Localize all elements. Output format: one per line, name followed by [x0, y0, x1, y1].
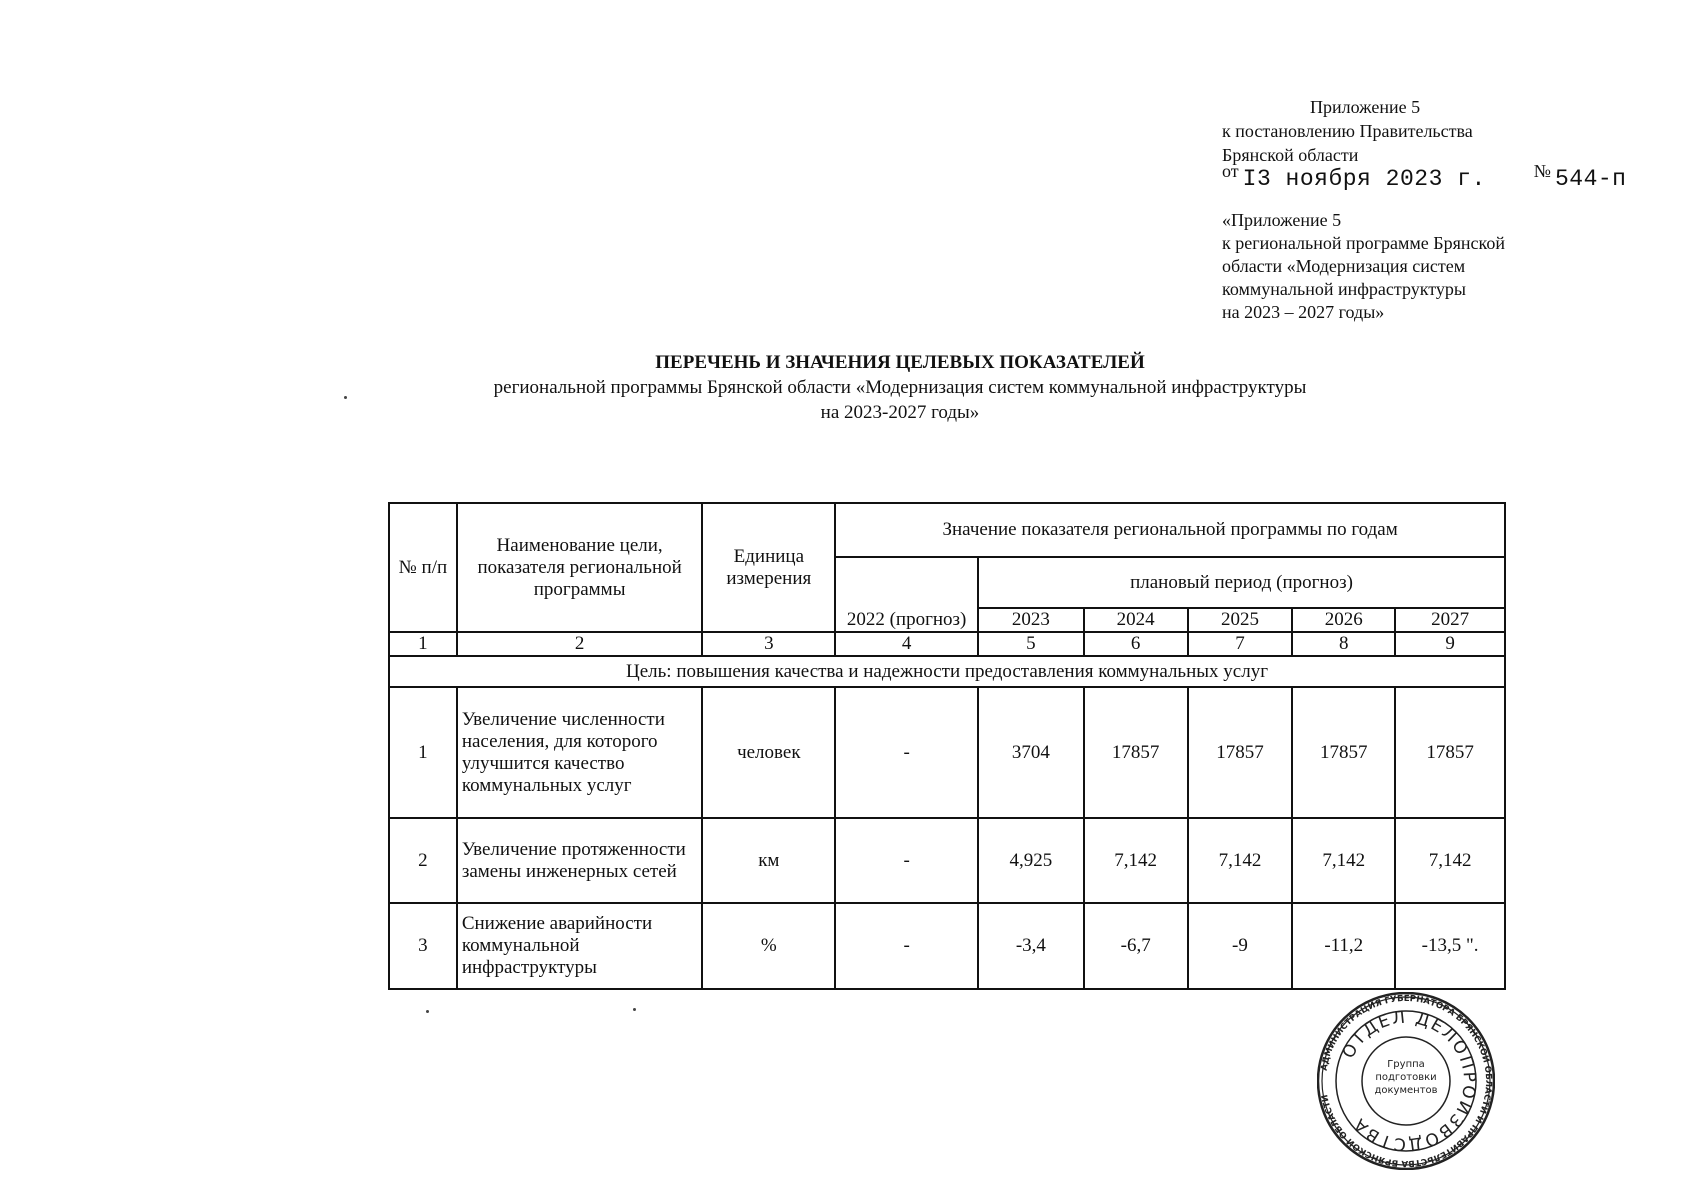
row-value: 17857: [1292, 687, 1395, 818]
appendix-line-2: к постановлению Правительства: [1222, 121, 1473, 141]
header-year: 2025: [1188, 608, 1293, 632]
row-unit: км: [702, 818, 835, 903]
goal-text: Цель: повышения качества и надежности предоставления коммунальных услуг: [389, 656, 1505, 687]
header-year: 2024: [1084, 608, 1188, 632]
program-appendix-title: «Приложение 5: [1222, 210, 1342, 230]
appendix-title: Приложение 5: [1310, 97, 1421, 117]
row-value: 17857: [1395, 687, 1505, 818]
column-number: 1: [389, 632, 457, 656]
row-num: 1: [389, 687, 457, 818]
scan-speck: [344, 396, 347, 399]
row-value: 4,925: [978, 818, 1084, 903]
table-row: [389, 687, 1505, 818]
resolution-date: I3 ноября 2023 г.: [1242, 166, 1486, 192]
scan-speck: [426, 1010, 429, 1013]
row-name: Снижение аварийности коммунальной инфраструктуры: [457, 903, 703, 989]
seal-ring-text: ОТДЕЛ ДЕЛОПРОИЗВОДСТВА: [1338, 1007, 1480, 1155]
document-title: [400, 350, 1400, 425]
column-number: 9: [1395, 632, 1505, 656]
row-base: -: [835, 903, 978, 989]
seal-center-text: Группа подготовки документов: [1374, 1059, 1438, 1096]
row-base: -: [835, 687, 978, 818]
header-name: Наименование цели, показателя региональной программы: [457, 503, 703, 632]
row-name: Увеличение протяженности замены инженерных сетей: [457, 818, 703, 903]
header-planned-period: плановый период (прогноз): [978, 557, 1505, 608]
row-value: 7,142: [1188, 818, 1293, 903]
number-sign: №: [1533, 161, 1551, 181]
column-number: 3: [702, 632, 835, 656]
column-number: 2: [457, 632, 703, 656]
row-num: 3: [389, 903, 457, 989]
row-value: 7,142: [1084, 818, 1188, 903]
program-appendix-line-5: на 2023 – 2027 годы»: [1222, 302, 1385, 322]
resolution-date-line: [1222, 161, 1627, 192]
header-year: 2027: [1395, 608, 1505, 632]
row-unit: человек: [702, 687, 835, 818]
row-value: -9: [1188, 903, 1293, 989]
row-value: 17857: [1188, 687, 1293, 818]
row-value: -13,5 ".: [1395, 903, 1505, 989]
header-year: 2023: [978, 608, 1084, 632]
row-value: 7,142: [1395, 818, 1505, 903]
indicators-table: [388, 502, 1506, 990]
title-line-1: ПЕРЕЧЕНЬ И ЗНАЧЕНИЯ ЦЕЛЕВЫХ ПОКАЗАТЕЛЕЙ: [655, 352, 1145, 373]
header-row-1: [389, 503, 1505, 557]
header-base-year: 2022 (прогноз): [835, 557, 978, 632]
from-prefix: от: [1222, 161, 1239, 181]
program-appendix-line-2: к региональной программе Брянской: [1222, 233, 1505, 253]
column-number: 8: [1292, 632, 1395, 656]
appendix-header: [1222, 95, 1642, 167]
goal-row: [389, 656, 1505, 687]
program-appendix-line-4: коммунальной инфраструктуры: [1222, 279, 1466, 299]
program-appendix-header: [1222, 209, 1642, 324]
row-unit: %: [702, 903, 835, 989]
row-value: 3704: [978, 687, 1084, 818]
row-name: Увеличение численности населения, для которого улучшится качество коммунальных услуг: [457, 687, 703, 818]
column-number: 4: [835, 632, 978, 656]
header-year: 2026: [1292, 608, 1395, 632]
column-number: 5: [978, 632, 1084, 656]
row-value: 7,142: [1292, 818, 1395, 903]
official-seal-stamp: [1317, 992, 1495, 1170]
row-value: 17857: [1084, 687, 1188, 818]
appendix-line-3: Брянской области: [1222, 145, 1359, 165]
row-value: -6,7: [1084, 903, 1188, 989]
row-base: -: [835, 818, 978, 903]
program-appendix-line-3: области «Модернизация систем: [1222, 256, 1466, 276]
header-values-group: Значение показателя региональной программы по годам: [835, 503, 1505, 557]
table-row: [389, 903, 1505, 989]
column-number-row: [389, 632, 1505, 656]
title-line-2: региональной программы Брянской области «Модернизация систем коммунальной инфраструктуры: [493, 377, 1307, 398]
table-row: [389, 818, 1505, 903]
column-number: 7: [1188, 632, 1293, 656]
seal-outer-text: АДМИНИСТРАЦИЯ ГУБЕРНАТОРА БРЯНСКОЙ ОБЛАСТИ И ПРАВИТЕЛЬСТВА БРЯНСКОЙ ОБЛАСТИ: [1319, 993, 1494, 1169]
header-unit: Единица измерения: [702, 503, 835, 632]
row-num: 2: [389, 818, 457, 903]
row-value: -11,2: [1292, 903, 1395, 989]
header-num: № п/п: [389, 503, 457, 632]
title-line-3: на 2023-2027 годы»: [820, 402, 980, 423]
scan-speck: [633, 1008, 636, 1011]
column-number: 6: [1084, 632, 1188, 656]
row-value: -3,4: [978, 903, 1084, 989]
resolution-number: 544-п: [1554, 166, 1627, 192]
